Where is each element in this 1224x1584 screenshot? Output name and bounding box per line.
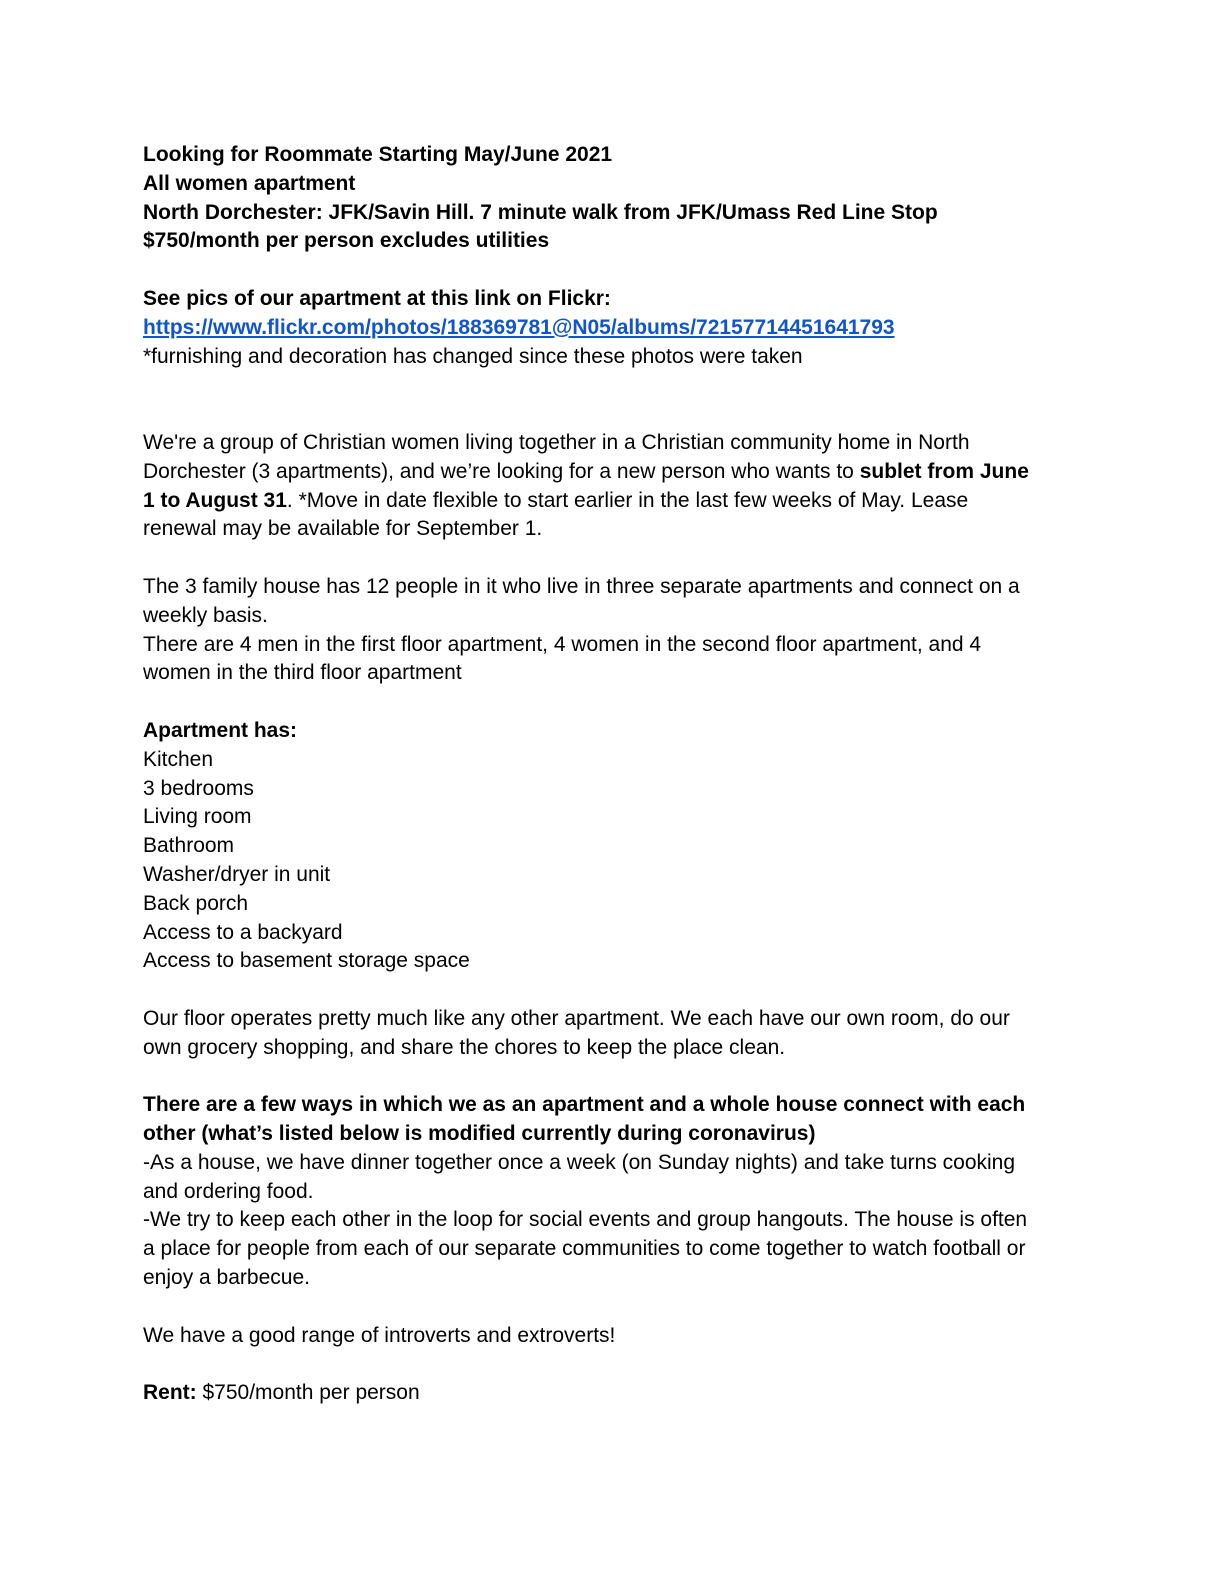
connect-line-5: enjoy a barbecue.	[143, 1266, 310, 1290]
amenity-item: Access to a backyard	[143, 920, 343, 944]
rent-value: $750/month per person	[196, 1381, 420, 1405]
intro-line-1: We're a group of Christian women living together in a Christian community home in North	[143, 430, 970, 454]
rent-label: Rent:	[143, 1381, 197, 1405]
house-line-3: There are 4 men in the first floor apartment, 4 women in the second floor apartment, and 4	[143, 632, 982, 656]
connect-line-4: a place for people from each of our separate communities to come together to watch football or	[143, 1237, 1026, 1261]
house-line-2: weekly basis.	[143, 603, 268, 627]
spacer	[143, 544, 1083, 573]
amenity-item: Washer/dryer in unit	[143, 862, 331, 886]
intro-line-2	[143, 458, 1083, 487]
sublet-dates-start: sublet from June	[859, 459, 1029, 483]
amenity-item: Kitchen	[143, 747, 214, 771]
floor-line-1: Our floor operates pretty much like any other apartment. We each have our own room, do our	[143, 1006, 1010, 1030]
range-line: We have a good range of introverts and extroverts!	[143, 1323, 616, 1347]
connect-line-1: -As a house, we have dinner together once a week (on Sunday nights) and take turns cooking	[143, 1150, 1016, 1174]
rent-line	[143, 1379, 1083, 1408]
document-page	[143, 141, 1083, 1408]
connect-heading-1: There are a few ways in which we as an apartment and a whole house connect with each	[143, 1093, 1026, 1117]
location-line: North Dorchester: JFK/Savin Hill. 7 minute walk from JFK/Umass Red Line Stop	[143, 200, 938, 224]
spacer	[143, 1063, 1083, 1092]
amenity-item: Living room	[143, 805, 252, 829]
spacer	[143, 256, 1083, 285]
sublet-dates-end: 1 to August 31	[143, 488, 287, 512]
spacer	[143, 976, 1083, 1005]
amenities-heading: Apartment has:	[143, 718, 298, 742]
amenity-item: Access to basement storage space	[143, 949, 470, 973]
intro-line-4: renewal may be available for September 1.	[143, 517, 543, 541]
intro-line-2-text: Dorchester (3 apartments), and we’re looking for a new person who wants to	[143, 459, 860, 483]
subtitle-women-apartment: All women apartment	[143, 171, 356, 195]
amenity-item: 3 bedrooms	[143, 776, 254, 800]
spacer	[143, 1350, 1083, 1379]
house-line-1: The 3 family house has 12 people in it who live in three separate apartments and connect on a	[143, 574, 1020, 598]
house-line-4: women in the third floor apartment	[143, 661, 462, 685]
spacer	[143, 1293, 1083, 1322]
title-line: Looking for Roommate Starting May/June 2021	[143, 143, 613, 166]
connect-line-2: and ordering food.	[143, 1179, 314, 1203]
flickr-link[interactable]: https://www.flickr.com/photos/188369781@N05/albums/72157714451641793	[143, 315, 895, 339]
photos-heading: See pics of our apartment at this link on Flickr:	[143, 286, 611, 310]
price-line: $750/month per person excludes utilities	[143, 229, 550, 253]
intro-line-3-text: . *Move in date flexible to start earlier in the last few weeks of May. Lease	[286, 488, 969, 512]
spacer	[143, 371, 1083, 429]
amenity-item: Bathroom	[143, 834, 235, 858]
spacer	[143, 688, 1083, 717]
floor-line-2: own grocery shopping, and share the chores to keep the place clean.	[143, 1035, 786, 1059]
connect-line-3: -We try to keep each other in the loop for social events and group hangouts. The house is often	[143, 1208, 1028, 1232]
amenity-item: Back porch	[143, 891, 249, 915]
photos-note: *furnishing and decoration has changed since these photos were taken	[143, 344, 803, 368]
intro-line-3	[143, 487, 1083, 516]
connect-heading-2: other (what’s listed below is modified currently during coronavirus)	[143, 1122, 816, 1146]
